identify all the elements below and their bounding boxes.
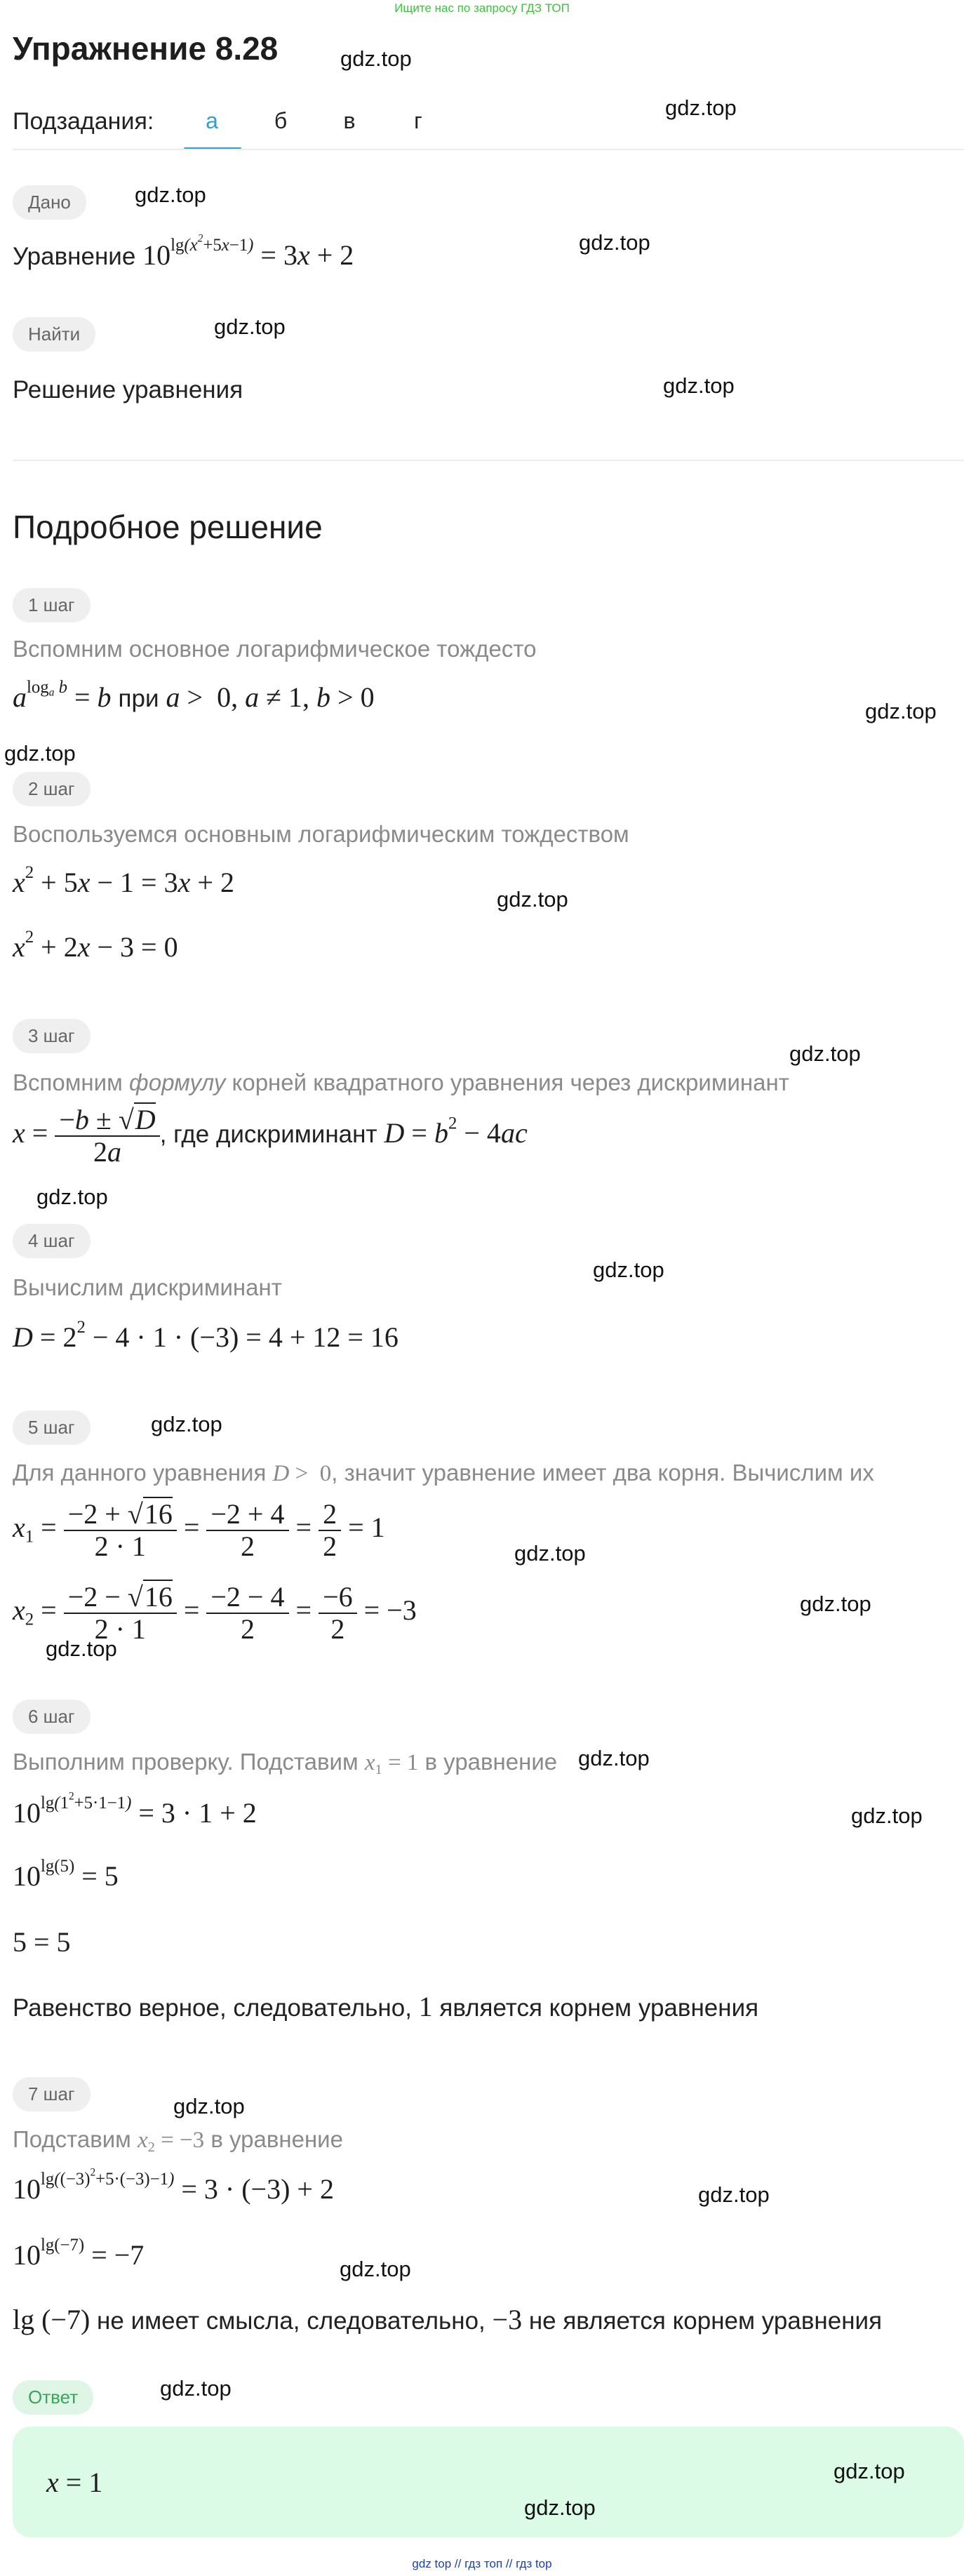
step-3-text-before: Вспомним — [13, 1069, 123, 1095]
step-3-chip: 3 шаг — [13, 1019, 91, 1053]
watermark: gdz.top — [46, 1636, 117, 1661]
step-4-formula: $D = 2^2 - 4 \cdot 1 \cdot (-3) = 4 + 12 = 16$ — [13, 1318, 399, 1353]
step-6-formula-1: $10^{lg(1^2+5\cdot 1-1)} = 3 \cdot 1 + 2$ — [13, 1790, 257, 1829]
watermark: gdz.top — [4, 741, 76, 766]
find-chip: Найти — [13, 317, 95, 352]
step-1-text: Вспомним основное логарифмическое тождесто — [13, 636, 537, 662]
divider — [13, 460, 964, 461]
step-6-formula-2: $10^{lg(5)} = 5$ — [13, 1857, 119, 1892]
step-7-text: Подставим $x_2 = -3$ в уравнение — [13, 2126, 343, 2156]
find-text: Решение уравнения — [13, 376, 243, 403]
step-4-text: Вычислим дискриминант — [13, 1274, 282, 1300]
watermark: gdz.top — [340, 2257, 411, 2281]
step-7-conclusion-mid: не имеет смысла, следовательно, — [97, 2307, 486, 2335]
watermark: gdz.top — [579, 230, 650, 255]
step-6-text: Выполним проверку. Подставим $x_1 = 1$ в уравнение — [13, 1749, 558, 1778]
watermark: gdz.top — [340, 46, 412, 71]
step-6-conclusion-after: является корнем уравнения — [439, 1994, 759, 2022]
tab-a[interactable]: а — [206, 108, 218, 133]
step-2-text: Воспользуемся основным логарифмическим тождеством — [13, 821, 629, 847]
step-5-text-after: , значит уравнение имеет два корня. Вычислим их — [331, 1460, 874, 1486]
tab-g[interactable]: г — [414, 108, 422, 133]
answer-chip: Ответ — [13, 2380, 93, 2415]
step-5-text-before: Для данного уравнения — [13, 1460, 267, 1486]
step-1-formula: $a^{log_a b} = b$ при a > 0, a ≠ 1, b > 0 — [13, 678, 375, 713]
tab-v[interactable]: в — [343, 108, 356, 133]
watermark: gdz.top — [865, 699, 937, 723]
step-6-formula-3: 5 = 5 — [13, 1926, 71, 1958]
step-5-formula-2: $x_2$ = $\frac{-2 - √16}{2 \cdot 1}$ = $\frac{-2 - 4}{2}$ = $\frac{-6}{2}$ = −3 — [13, 1581, 417, 1645]
watermark: gdz.top — [135, 182, 206, 207]
step-5-text: Для данного уравнения D > 0, значит уравнение имеет два корня. Вычислим их — [13, 1460, 874, 1486]
step-6-chip: 6 шаг — [13, 1700, 91, 1734]
answer-formula: x = 1 — [46, 2467, 103, 2498]
watermark: gdz.top — [151, 1412, 222, 1436]
step-2-formula-1: $x^2 + 5x - 1 = 3x + 2$ — [13, 863, 234, 898]
footer: gdz top // гдз топ // гдз top — [412, 2557, 552, 2570]
step-7-text-before: Подставим — [13, 2126, 131, 2152]
watermark: gdz.top — [497, 887, 568, 912]
watermark: gdz.top — [214, 314, 286, 339]
step-3-formula: x = $\frac{-b \pm √D}{2a}$ , где дискриминант $D = b^2 - 4ac$ — [13, 1104, 528, 1168]
step-2-formula-2: $x^2 + 2x - 3 = 0$ — [13, 928, 178, 963]
divider — [13, 149, 964, 150]
watermark: gdz.top — [173, 2094, 245, 2118]
watermark: gdz.top — [578, 1746, 650, 1770]
step-6-conclusion: Равенство верное, следовательно, 1 является корнем уравнения — [13, 1991, 759, 2022]
step-7-conclusion: lg (−7) не имеет смысла, следовательно, −3 не является корнем уравнения — [13, 2304, 883, 2335]
step-3-text-after: корней квадратного уравнения через дискриминант — [232, 1069, 789, 1095]
step-7-formula-1: $10^{lg((-3)^2+5\cdot(-3)-1)} = 3 \cdot (-3) + 2$ — [13, 2166, 334, 2205]
step-5-formula-1: $x_1$ = $\frac{-2 + √16}{2 \cdot 1}$ = $\frac{-2 + 4}{2}$ = $\frac{2}{2}$ = 1 — [13, 1498, 385, 1562]
step-1-chip: 1 шаг — [13, 588, 91, 622]
step-4-chip: 4 шаг — [13, 1224, 91, 1258]
step-3-text-em: формулу — [128, 1069, 226, 1095]
where-text: , где дискриминант — [159, 1121, 377, 1149]
subtasks-label: Подзадания: — [13, 108, 154, 135]
step-2-chip: 2 шаг — [13, 772, 91, 806]
watermark: gdz.top — [160, 2376, 232, 2401]
given-equation: Уравнение $10^{lg(x^2+5x-1)} = 3x + 2$ — [13, 232, 354, 271]
watermark: gdz.top — [524, 2495, 596, 2520]
tab-b[interactable]: б — [274, 108, 288, 133]
step-6-text-after: в уравнение — [424, 1749, 558, 1775]
page-title: Упражнение 8.28 — [13, 30, 279, 67]
step-3-text — [13, 1069, 789, 1096]
step-7-formula-2: $10^{lg(-7)} = -7$ — [13, 2236, 145, 2271]
watermark: gdz.top — [800, 1591, 871, 1616]
watermark: gdz.top — [36, 1184, 108, 1209]
answer-box — [13, 2427, 964, 2537]
step-7-chip: 7 шаг — [13, 2077, 91, 2111]
watermark: gdz.top — [789, 1041, 861, 1066]
step-6-text-before: Выполним проверку. Подставим — [13, 1749, 359, 1775]
solution-title: Подробное решение — [13, 509, 323, 545]
step-7-conclusion-after: не является корнем уравнения — [528, 2307, 883, 2335]
top-note: Ищите нас по запросу ГДЗ ТОП — [394, 1, 570, 15]
given-chip: Дано — [13, 185, 86, 220]
watermark: gdz.top — [851, 1803, 923, 1828]
step-7-text-after: в уравнение — [210, 2126, 343, 2152]
watermark: gdz.top — [834, 2459, 905, 2483]
step-6-conclusion-before: Равенство верное, следовательно, — [13, 1994, 412, 2022]
watermark: gdz.top — [665, 95, 737, 120]
given-prefix: Уравнение — [13, 243, 136, 270]
watermark: gdz.top — [593, 1257, 664, 1282]
word-at: при — [118, 685, 159, 712]
watermark: gdz.top — [663, 373, 735, 398]
step-5-chip: 5 шаг — [13, 1410, 91, 1445]
watermark: gdz.top — [514, 1541, 586, 1566]
watermark: gdz.top — [698, 2182, 770, 2207]
